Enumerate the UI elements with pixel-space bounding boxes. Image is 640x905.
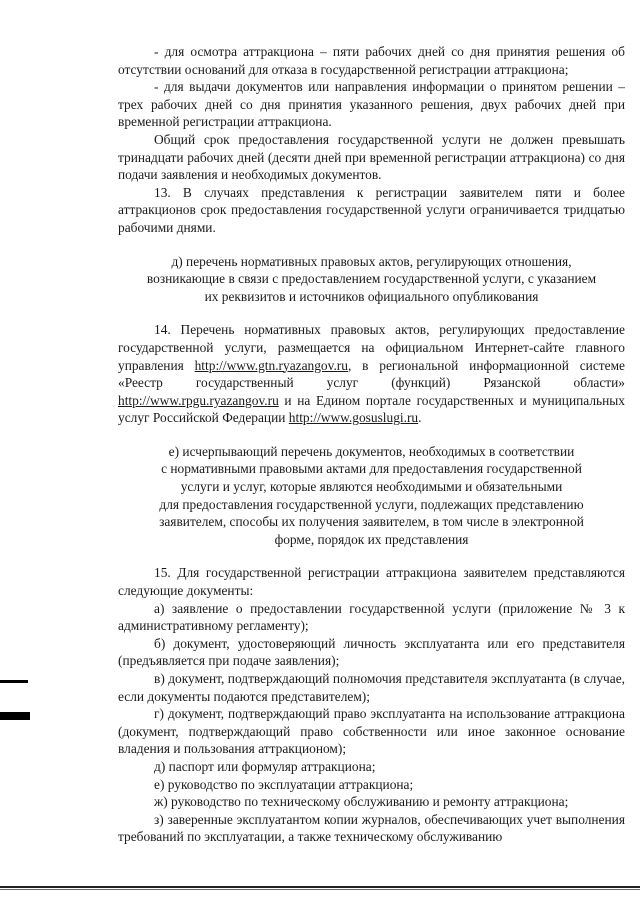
heading-e-line: е) исчерпывающий перечень документов, необходимых в соответствии xyxy=(168,443,575,459)
page-bottom-border xyxy=(0,886,640,888)
paragraph-total-term: Общий срок предоставления государственной услуги не должен превышать тринадцати рабочих дней (десяти дней при временной регистрации аттракциона) со дня подачи заявления и необходимых документов. xyxy=(118,131,625,183)
paragraph-15: 15. Для государственной регистрации аттракциона заявителем представляются следующие документы: xyxy=(118,565,625,599)
list-item-e: е) руководство по эксплуатации аттракциона; xyxy=(154,776,414,792)
heading-e-line: с нормативными правовыми актами для предоставления государственной xyxy=(161,461,582,477)
paragraph-14 xyxy=(118,321,625,427)
heading-e-line: форме, порядок их представления xyxy=(274,531,469,547)
heading-e-line: услуги и услуг, которые являются необходимыми и обязательными xyxy=(180,479,563,495)
list-item-g: г) документ, подтверждающий право эксплуатанта на использование аттракциона (документ, подтверждающий право собственности или иное законное основание владения и пользования аттракционом); xyxy=(118,706,625,757)
heading-d-line: их реквизитов и источников официального опубликования xyxy=(204,288,539,304)
heading-d-line: возникающие в связи с предоставлением государственной услуги, с указанием xyxy=(146,271,597,287)
heading-d xyxy=(118,253,625,306)
page-bottom-border xyxy=(0,889,640,890)
list-item-z: з) заверенные эксплуатантом копии журналов, обеспечивающих учет выполнения требований по эксплуатации, а также техническому обслуживанию xyxy=(118,811,625,845)
list-item-zh: ж) руководство по техническому обслуживанию и ремонту аттракциона; xyxy=(154,794,569,810)
heading-e-line: заявителем, способы их получения заявителем, в том числе в электронной xyxy=(159,514,584,530)
paragraph-14-text: , в региональной информационной системе «Реестр государственный услуг (функций) Рязанской области» xyxy=(118,357,625,391)
spacer xyxy=(118,305,625,321)
heading-e xyxy=(118,443,625,549)
rpgu-site-link[interactable]: http://www.rpgu.ryazangov.ru xyxy=(118,392,279,408)
scan-mark-top xyxy=(0,680,28,683)
document-body xyxy=(118,43,625,846)
paragraph-14-text: и на Едином портале государственных и муниципальных услуг Российской Федерации xyxy=(118,392,625,426)
gtn-site-link[interactable]: http://www.gtn.ryazangov.ru xyxy=(194,357,348,373)
spacer xyxy=(118,237,625,253)
spacer xyxy=(118,427,625,443)
heading-e-line: для предоставления государственной услуги, подлежащих представлению xyxy=(159,496,584,512)
scan-mark-bottom xyxy=(0,712,30,720)
heading-d-line: д) перечень нормативных правовых актов, регулирующих отношения, xyxy=(171,253,572,269)
paragraph-inspection-term: - для осмотра аттракциона – пяти рабочих дней со дня принятия решения об отсутствии оснований для отказа в государственной регистрации аттракциона; xyxy=(118,44,625,77)
list-item-a: а) заявление о предоставлении государственной услуги (приложение № 3 к административному регламенту); xyxy=(118,600,625,634)
list-item-b: б) документ, удостоверяющий личность эксплуатанта или его представителя (предъявляется при подаче заявления); xyxy=(118,635,625,669)
list-item-d: д) паспорт или формуляр аттракциона; xyxy=(154,758,376,774)
gosuslugi-site-link[interactable]: http://www.gosuslugi.ru xyxy=(288,410,419,426)
paragraph-13: 13. В случаях представления к регистрации заявителем пяти и более аттракционов срок предоставления государственной услуги ограничивается тридцатью рабочими днями. xyxy=(118,184,625,235)
paragraph-14-text: 14. Перечень нормативных правовых актов, регулирующих предоставление государственной услуги, размещается на официальном Интернет-сайте главного управления xyxy=(118,322,625,373)
list-item-v: в) документ, подтверждающий полномочия представителя эксплуатанта (в случае, если документы подаются представителем); xyxy=(118,671,625,704)
spacer xyxy=(118,548,625,564)
paragraph-issuance-term: - для выдачи документов или направления информации о принятом решении – трех рабочих дней со дня принятия указанного решения, двух рабочих дней при временной регистрации аттракциона. xyxy=(118,79,625,130)
paragraph-14-text: . xyxy=(418,410,422,426)
